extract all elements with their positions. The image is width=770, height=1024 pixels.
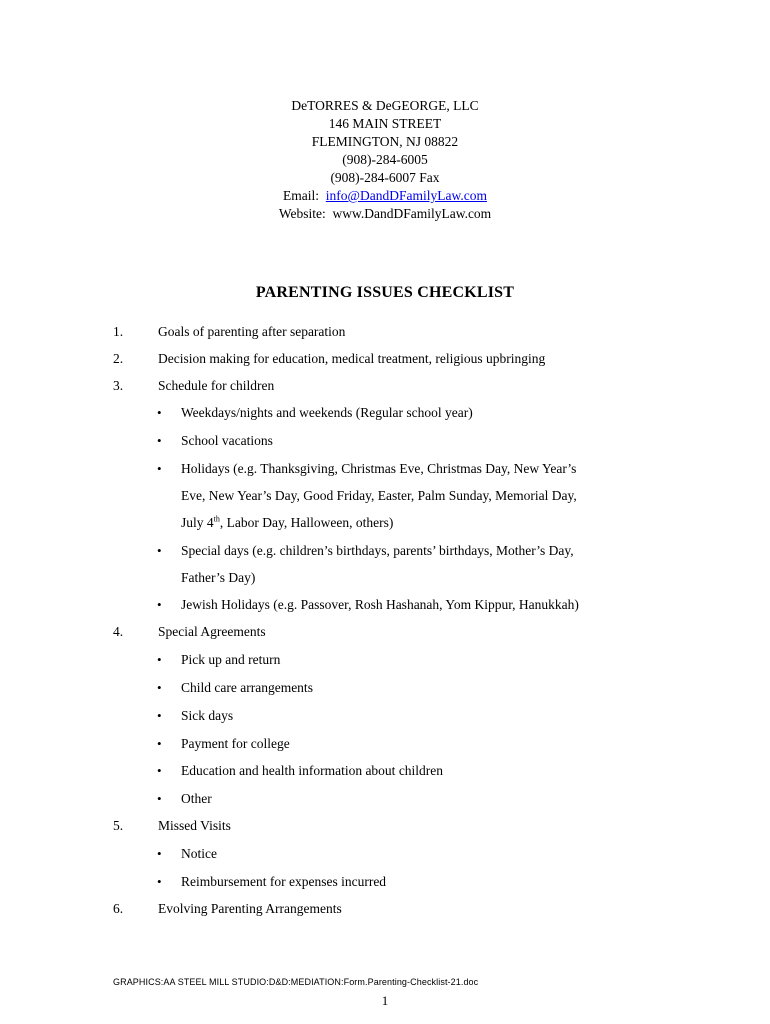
website-url: www.DandDFamilyLaw.com: [332, 206, 492, 221]
july-text: July 4: [181, 515, 214, 530]
footer-file-path: GRAPHICS:AA STEEL MILL STUDIO:D&D:MEDIATION:Form.Parenting-Checklist-21.doc: [113, 977, 479, 987]
page-number: 1: [381, 993, 389, 1008]
sub-item-text: Reimbursement for expenses incurred: [181, 874, 387, 889]
item-number: 5.: [113, 818, 124, 833]
holidays-rest-text: , Labor Day, Halloween, others): [219, 515, 394, 530]
sub-item-text: Notice: [181, 846, 217, 861]
sub-item-text: Holidays (e.g. Thanksgiving, Christmas Eve, Christmas Day, New Year’s: [181, 461, 577, 476]
sub-item-text: Jewish Holidays (e.g. Passover, Rosh Hashanah, Yom Kippur, Hanukkah): [181, 597, 579, 612]
item-text: Decision making for education, medical treatment, religious upbringing: [158, 351, 546, 366]
item-number: 1.: [113, 324, 124, 339]
item-text: Evolving Parenting Arrangements: [158, 901, 342, 916]
letterhead: [0, 97, 770, 223]
email-line: [0, 187, 770, 205]
website-label: Website:: [278, 206, 326, 221]
bullet-icon: •: [157, 461, 162, 476]
sub-item-text: Father’s Day): [181, 570, 256, 585]
sub-item-text: Education and health information about children: [181, 763, 444, 778]
phone-number: (908)-284-6005: [342, 152, 428, 167]
bullet-icon: •: [157, 791, 162, 806]
item-number: 2.: [113, 351, 124, 366]
firm-name: DeTORRES & DeGEORGE, LLC: [291, 98, 479, 113]
bullet-icon: •: [157, 405, 162, 420]
bullet-icon: •: [157, 652, 162, 667]
email-link[interactable]: info@DandDFamilyLaw.com: [325, 188, 487, 203]
sub-item-text: Eve, New Year’s Day, Good Friday, Easter, Palm Sunday, Memorial Day,: [181, 488, 577, 503]
bullet-icon: •: [157, 846, 162, 861]
sub-item-text: Pick up and return: [181, 652, 281, 667]
bullet-icon: •: [157, 736, 162, 751]
bullet-icon: •: [157, 680, 162, 695]
item-text: Goals of parenting after separation: [158, 324, 346, 339]
bullet-icon: •: [157, 708, 162, 723]
sub-item-text: Other: [181, 791, 212, 806]
bullet-icon: •: [157, 597, 162, 612]
email-label: Email:: [283, 188, 320, 203]
bullet-icon: •: [157, 433, 162, 448]
bullet-icon: •: [157, 874, 162, 889]
item-text: Missed Visits: [158, 818, 231, 833]
sub-item-text: Special days (e.g. children’s birthdays, parents’ birthdays, Mother’s Day,: [181, 543, 574, 558]
sub-item-text: Payment for college: [181, 736, 290, 751]
item-number: 4.: [113, 624, 124, 639]
item-number: 6.: [113, 901, 124, 916]
sub-item-text: Sick days: [181, 708, 234, 723]
item-text: Special Agreements: [158, 624, 266, 639]
street-address: 146 MAIN STREET: [328, 116, 442, 131]
sub-item-text: Weekdays/nights and weekends (Regular school year): [181, 405, 473, 420]
city-state-zip: FLEMINGTON, NJ 08822: [311, 134, 459, 149]
bullet-icon: •: [157, 763, 162, 778]
sub-item-text: Child care arrangements: [181, 680, 313, 695]
sub-item-text: [181, 514, 393, 532]
ordinal-suffix: th: [213, 514, 220, 524]
fax-number: (908)-284-6007 Fax: [330, 170, 440, 185]
website-line: [0, 205, 770, 223]
sub-item-text: School vacations: [181, 433, 273, 448]
item-text: Schedule for children: [158, 378, 275, 393]
item-number: 3.: [113, 378, 124, 393]
page-title: PARENTING ISSUES CHECKLIST: [255, 284, 515, 301]
bullet-icon: •: [157, 543, 162, 558]
